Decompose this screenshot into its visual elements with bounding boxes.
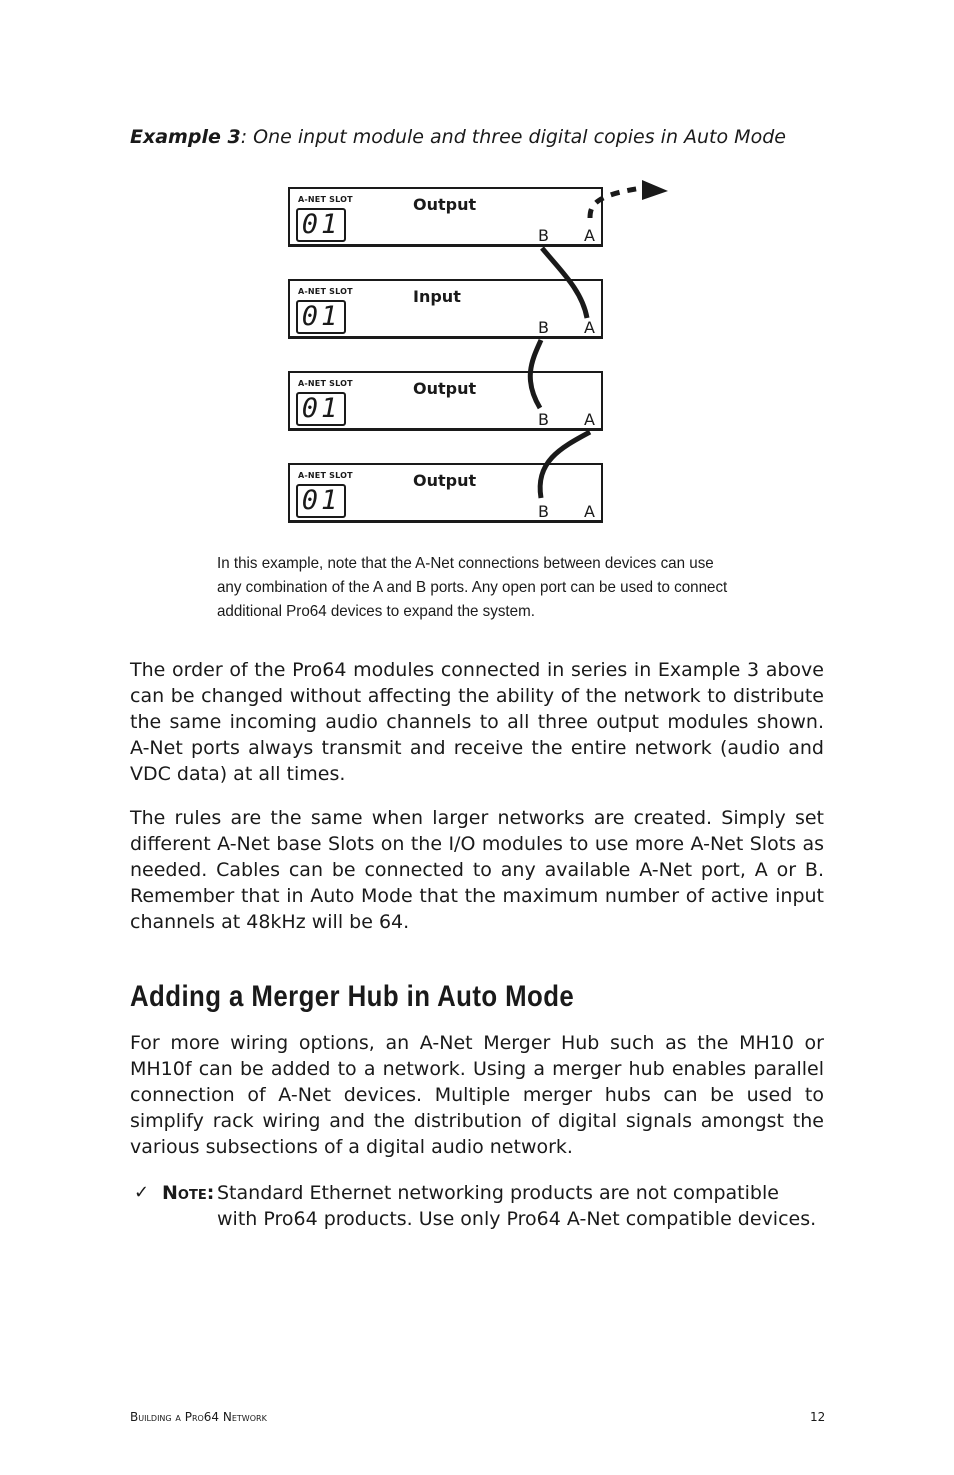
slot-display: 01 [296, 392, 346, 426]
module-title: Output [413, 471, 477, 490]
port-a-label: A [584, 502, 595, 521]
section-heading: Adding a Merger Hub in Auto Mode [130, 980, 575, 1013]
module-title: Input [413, 287, 461, 306]
caption-line: additional Pro64 devices to expand the system. [217, 603, 535, 620]
slot-display: 01 [296, 484, 346, 518]
diagram-caption [217, 552, 729, 624]
footer-page-number: 12 [810, 1410, 826, 1424]
note-text: Standard Ethernet networking products are not compatible with Pro64 products. Use only Pro64 A-Net compatible devices. [217, 1182, 817, 1230]
anet-slot-label: A-NET SLOT [298, 287, 353, 296]
cable-1b-2a [542, 248, 587, 318]
cable-3a-4b [540, 432, 590, 498]
module-title: Output [413, 379, 477, 398]
port-b-label: B [538, 502, 549, 521]
caption-line: any combination of the A and B ports. Any open port can be used to connect [217, 579, 728, 596]
checkmark-icon: ✓ [134, 1182, 150, 1203]
slot-display: 01 [296, 300, 346, 334]
anet-slot-label: A-NET SLOT [298, 379, 353, 388]
anet-slot-label: A-NET SLOT [298, 195, 353, 204]
slot-display: 01 [296, 208, 346, 242]
cable-overlay [0, 0, 954, 540]
port-b-label: B [538, 318, 549, 337]
caption-line: In this example, note that the A-Net connections between devices can use [217, 555, 714, 572]
note-label: Note: [162, 1182, 215, 1204]
port-a-label: A [584, 410, 595, 429]
paragraph-merger-hub: For more wiring options, an A-Net Merger Hub such as the MH10 or MH10f can be added to a network. Using a merger hub enables parallel connection of A-Net devices. Multiple merger hubs can be used to simplify rack wiring and the distribution of digital signals amongst the various subsections of a digital audio network. [130, 1032, 824, 1158]
module-title: Output [413, 195, 477, 214]
expansion-cable-dashed [590, 188, 642, 218]
cable-2b-3b [530, 340, 541, 408]
port-b-label: B [538, 410, 549, 429]
port-b-label: B [538, 226, 549, 245]
port-a-label: A [584, 226, 595, 245]
example-description: : One input module and three digital copies in Auto Mode [240, 126, 786, 148]
anet-slot-label: A-NET SLOT [298, 471, 353, 480]
anet-connection-diagram [0, 0, 954, 540]
footer-chapter-title: Building a Pro64 Network [130, 1410, 267, 1424]
expansion-arrow-icon [642, 180, 668, 200]
port-a-label: A [584, 318, 595, 337]
example-label: Example 3 [130, 126, 241, 148]
paragraph-larger-networks: The rules are the same when larger networks are created. Simply set different A-Net base Slots on the I/O modules to use more A-Net Slots as needed. Cables can be connected to any available A-Net port, A or B. Remember that in Auto Mode that the maximum number of active input channels at 48kHz will be 64. [130, 807, 824, 933]
paragraph-module-order: The order of the Pro64 modules connected in series in Example 3 above can be changed without affecting the ability of the network to distribute the same incoming audio channels to all three output modules shown. A-Net ports always transmit and receive the entire network (audio and VDC data) at all times. [130, 659, 824, 785]
